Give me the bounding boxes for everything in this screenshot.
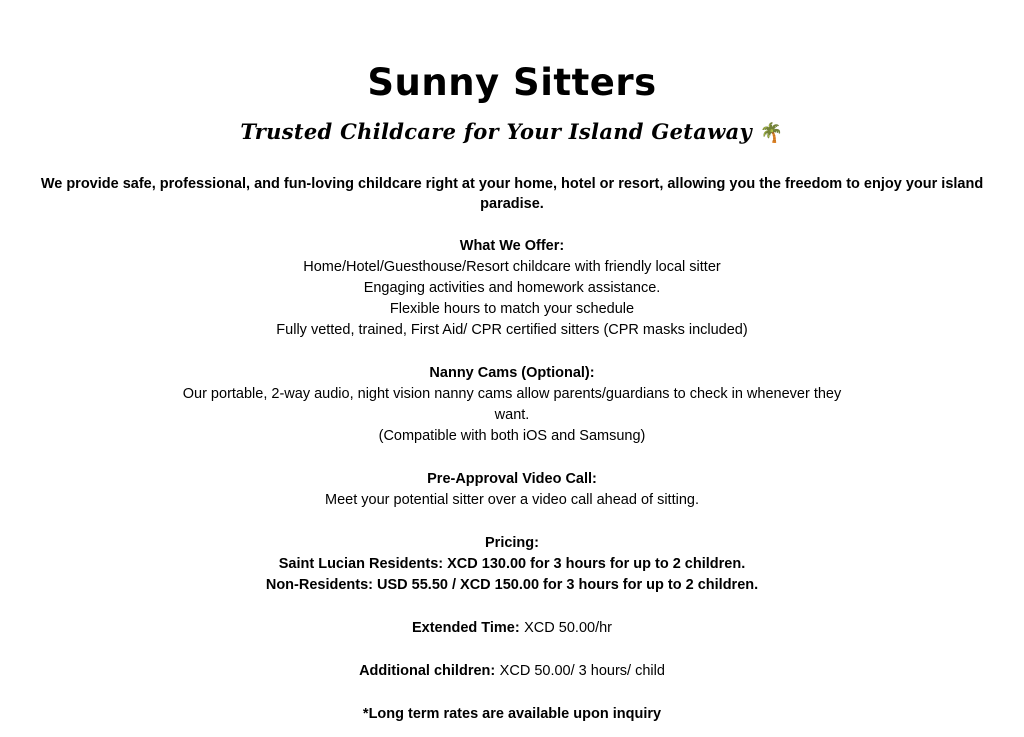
section-heading: Pricing: [485, 535, 539, 552]
nanny-cams-line-1: Our portable, 2-way audio, night vision nanny cams allow parents/guardians to check in whenever they want. [182, 386, 842, 424]
page-title: Sunny Sitters [367, 61, 657, 104]
footnote-text: *Long term rates are available upon inquiry [362, 706, 662, 723]
extended-time-value: XCD 50.00/hr [524, 620, 612, 637]
section-heading: Pre-Approval Video Call: [427, 471, 597, 488]
pricing-line-non-residents: Non-Residents: USD 55.50 / XCD 150.00 for 3 hours for up to 2 children. [265, 577, 759, 594]
footnote [30, 682, 994, 725]
extended-time-label: Extended Time: [411, 620, 520, 637]
nanny-cams-line-2: (Compatible with both iOS and Samsung) [378, 428, 646, 445]
additional-children-row [30, 639, 994, 682]
palm-tree-icon: 🌴 [759, 121, 784, 144]
offer-line-3: Flexible hours to match your schedule [389, 301, 635, 318]
offer-line-4: Fully vetted, trained, First Aid/ CPR certified sitters (CPR masks included) [276, 322, 748, 339]
pricing-line-residents: Saint Lucian Residents: XCD 130.00 for 3 hours for up to 2 children. [278, 556, 746, 573]
intro-paragraph: We provide safe, professional, and fun-loving childcare right at your home, hotel or resort, allowing you the freedom to enjoy your island paradise. [40, 175, 984, 212]
offer-line-1: Home/Hotel/Guesthouse/Resort childcare with friendly local sitter [303, 259, 721, 276]
additional-children-label: Additional children: [359, 663, 496, 680]
offer-line-2: Engaging activities and homework assistance. [363, 280, 661, 297]
extended-time-row [30, 596, 994, 639]
additional-children-value: XCD 50.00/ 3 hours/ child [499, 663, 665, 680]
section-what-we-offer [30, 214, 994, 341]
section-nanny-cams [30, 341, 994, 447]
section-heading: What We Offer: [459, 238, 565, 255]
section-heading: Nanny Cams (Optional): [429, 365, 595, 382]
section-pre-approval-video-call [30, 447, 994, 511]
video-call-line-1: Meet your potential sitter over a video call ahead of sitting. [325, 492, 699, 509]
section-pricing [30, 511, 994, 596]
subtitle-text: Trusted Childcare for Your Island Getaway [240, 118, 752, 144]
page-subtitle [30, 105, 994, 144]
